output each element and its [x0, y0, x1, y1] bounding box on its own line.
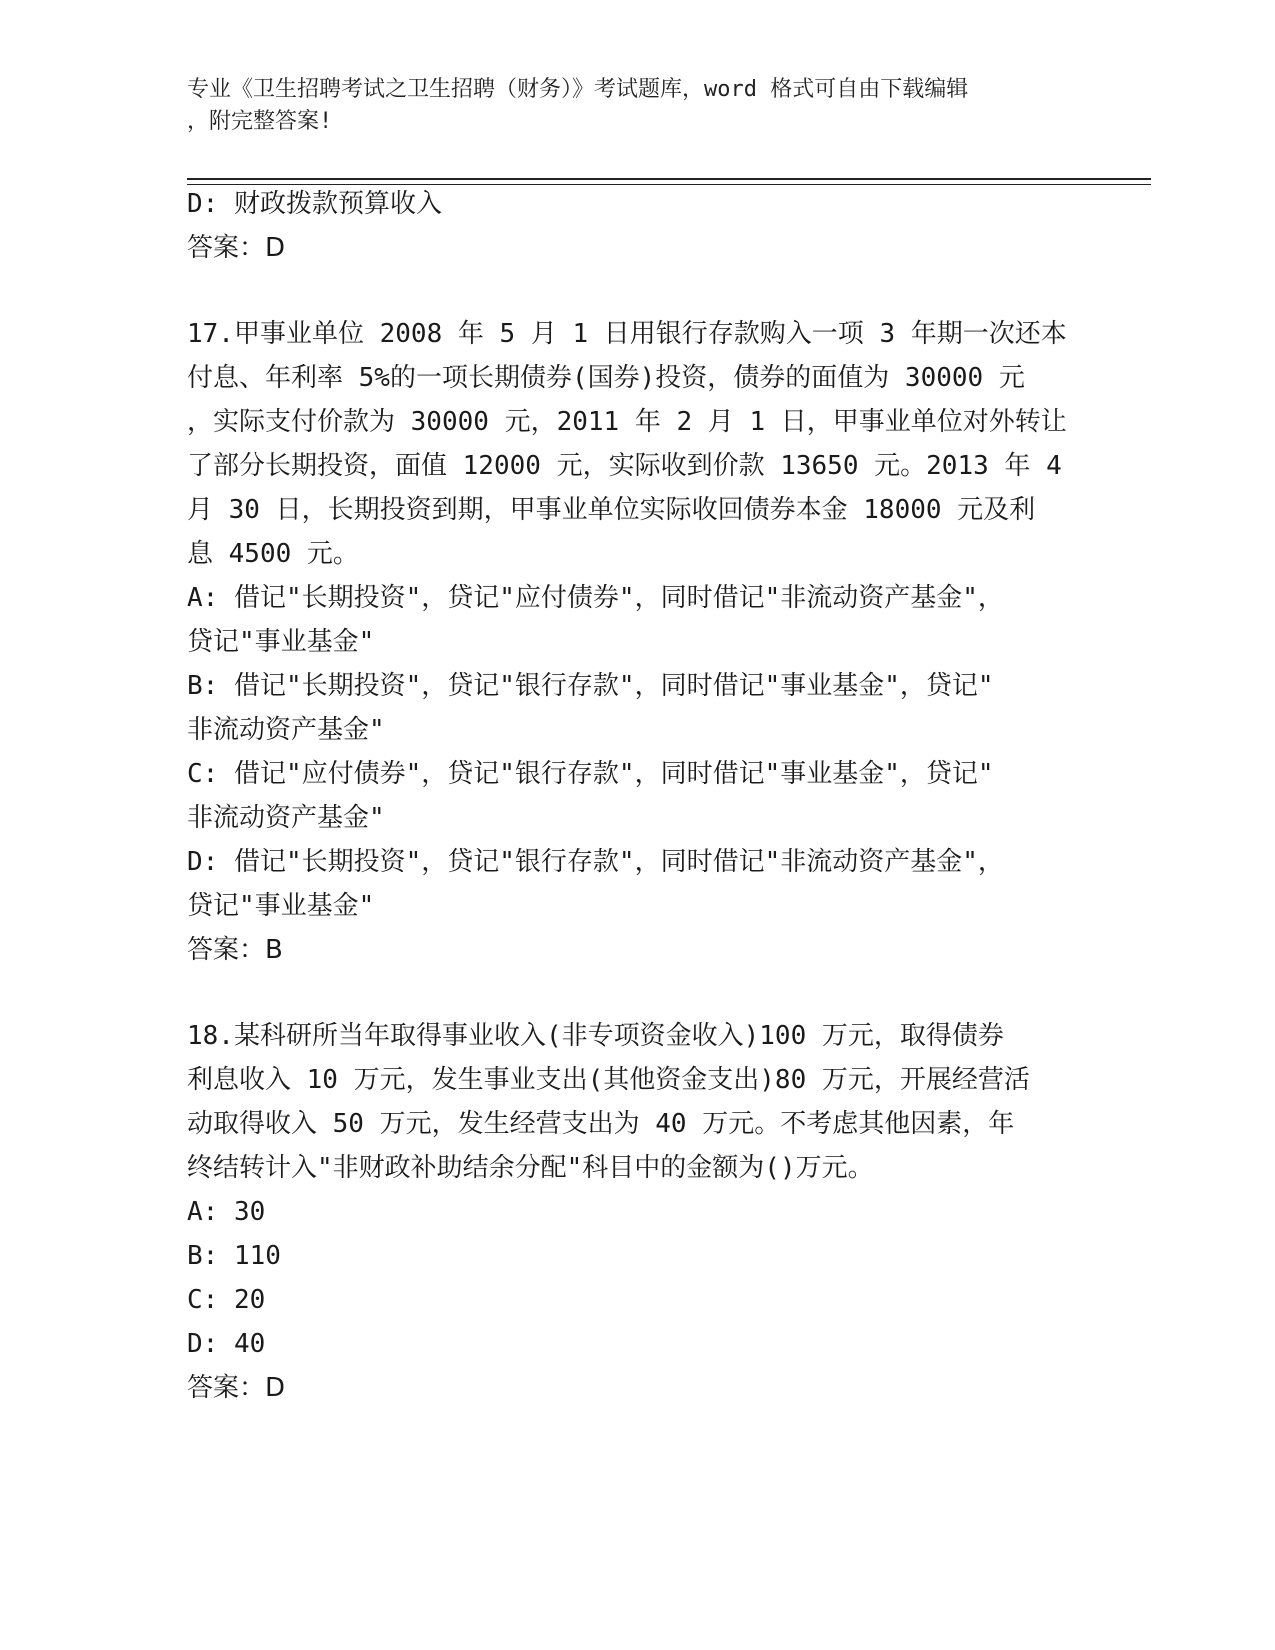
prev-option-d: D: 财政拨款预算收入 [187, 189, 442, 219]
q17-stem-line-6: 息 4500 元。 [187, 539, 359, 569]
q18-option-c: C: 20 [187, 1285, 266, 1315]
q18-stem-line-1: 18.某科研所当年取得事业收入(非专项资金收入)100 万元，取得债券 [187, 1021, 1004, 1051]
q18-option-d: D: 40 [187, 1329, 266, 1359]
header-note [187, 74, 1067, 138]
q17-option-d-line-2: 贷记"事业基金" [187, 891, 375, 921]
q17-stem-line-2: 付息、年利率 5%的一项长期债券(国券)投资，债券的面值为 30000 元 [187, 363, 1025, 393]
q17-option-c-line-2: 非流动资产基金" [187, 803, 385, 833]
header-rule-thick [187, 178, 1151, 180]
q18-answer: 答案：D [187, 1373, 286, 1403]
q18-stem-line-2: 利息收入 10 万元，发生事业支出(其他资金支出)80 万元，开展经营活 [187, 1065, 1030, 1095]
q18-option-b: B: 110 [187, 1241, 281, 1271]
q18-stem-line-4: 终结转计入"非财政补助结余分配"科目中的金额为()万元。 [187, 1153, 874, 1183]
header-note-line-1: 专业《卫生招聘考试之卫生招聘（财务）》考试题库，word 格式可自由下载编辑 [187, 77, 969, 102]
q17-stem-line-3: ，实际支付价款为 30000 元，2011 年 2 月 1 日，甲事业单位对外转让 [187, 407, 1067, 437]
q18-stem-line-3: 动取得收入 50 万元，发生经营支出为 40 万元。不考虑其他因素，年 [187, 1109, 1015, 1139]
q17-stem-line-4: 了部分长期投资，面值 12000 元，实际收到价款 13650 元。2013 年 4 [187, 451, 1062, 481]
q17-answer: 答案：B [187, 935, 283, 965]
prev-answer: 答案：D [187, 233, 286, 263]
q17-option-a-line-1: A: 借记"长期投资"，贷记"应付债券"，同时借记"非流动资产基金"， [187, 583, 1004, 613]
q17-option-c-line-1: C: 借记"应付债券"，贷记"银行存款"，同时借记"事业基金"，贷记" [187, 759, 994, 789]
q17-option-b-line-2: 非流动资产基金" [187, 715, 385, 745]
q17-stem-line-1: 17.甲事业单位 2008 年 5 月 1 日用银行存款购入一项 3 年期一次还本 [187, 319, 1067, 349]
q17-stem-line-5: 月 30 日，长期投资到期，甲事业单位实际收回债券本金 18000 元及利 [187, 495, 1036, 525]
q17-option-d-line-1: D: 借记"长期投资"，贷记"银行存款"，同时借记"非流动资产基金"， [187, 847, 1004, 877]
q17-option-a-line-2: 贷记"事业基金" [187, 627, 375, 657]
header-note-line-2: ，附完整答案! [187, 109, 333, 134]
q18-option-a: A: 30 [187, 1197, 266, 1227]
q17-option-b-line-1: B: 借记"长期投资"，贷记"银行存款"，同时借记"事业基金"，贷记" [187, 671, 994, 701]
